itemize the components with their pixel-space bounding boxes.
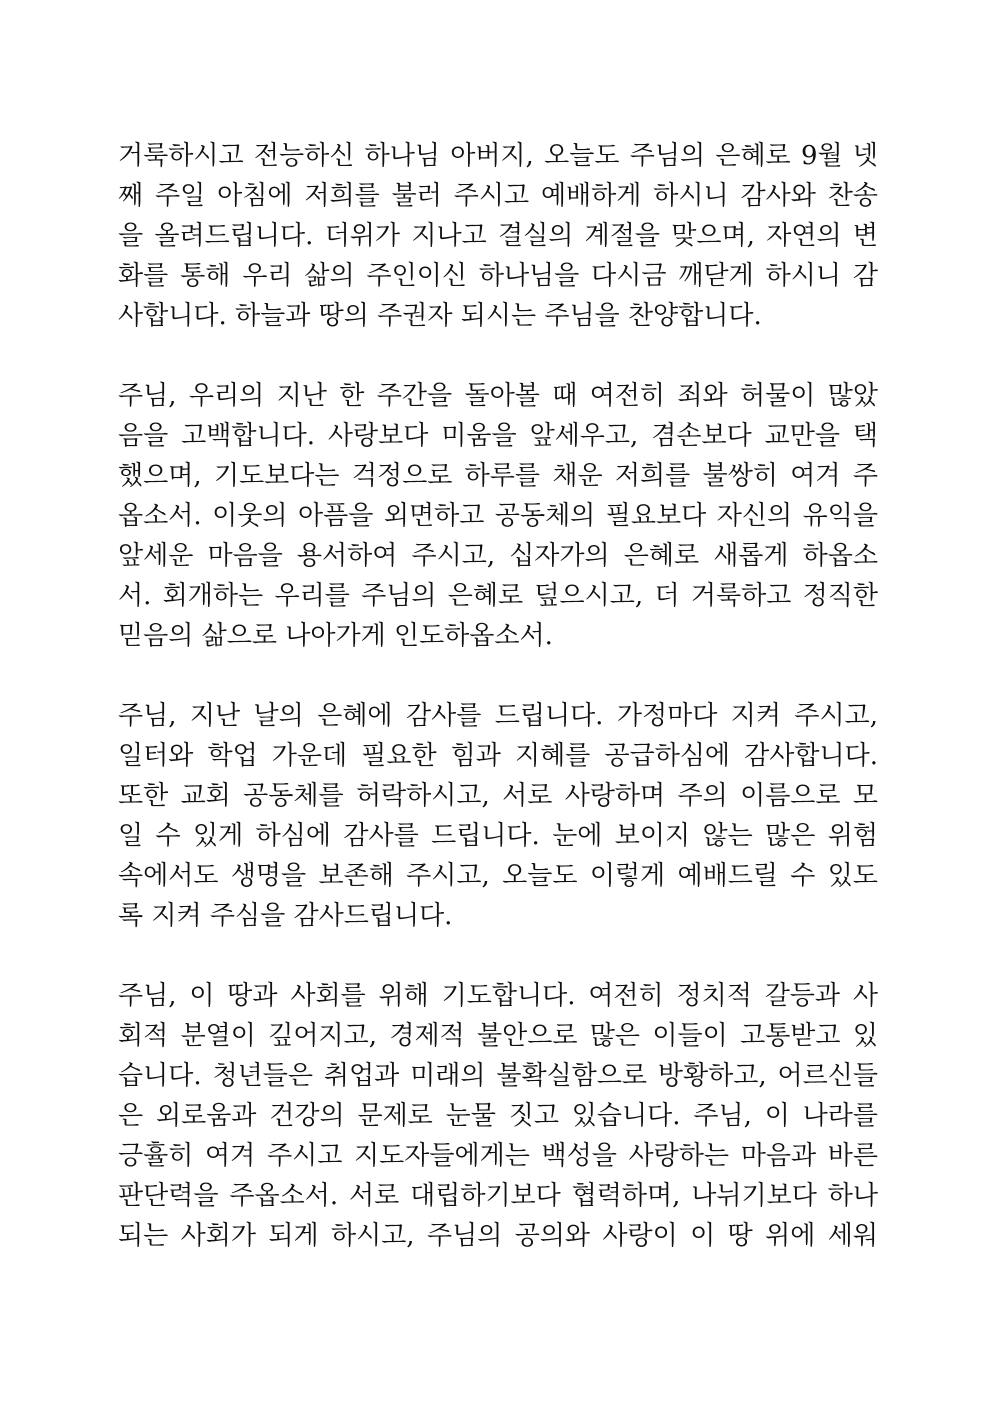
paragraph-praise — [118, 136, 878, 336]
paragraph-confession — [118, 376, 878, 656]
text-line: 또한 교회 공동체를 허락하시고, 서로 사랑하며 주의 이름으로 모 — [118, 781, 878, 811]
text-line: 주님, 지난 날의 은혜에 감사를 드립니다. 가정마다 지켜 주시고, — [118, 701, 878, 731]
text-line: 은 외로움과 건강의 문제로 눈물 짓고 있습니다. 주님, 이 나라를 — [118, 1101, 878, 1131]
text-line: 했으며, 기도보다는 걱정으로 하루를 채운 저희를 불쌍히 여겨 주 — [118, 461, 878, 491]
text-line: 앞세운 마음을 용서하여 주시고, 십자가의 은혜로 새롭게 하옵소 — [118, 541, 878, 571]
text-line: 일터와 학업 가운데 필요한 힘과 지혜를 공급하심에 감사합니다. — [118, 741, 878, 771]
text-line: 을 올려드립니다. 더위가 지나고 결실의 계절을 맞으며, 자연의 변 — [118, 221, 878, 251]
paragraph-thanksgiving — [118, 696, 878, 936]
text-line: 긍휼히 여겨 주시고 지도자들에게는 백성을 사랑하는 마음과 바른 — [118, 1141, 878, 1171]
prayer-text — [118, 136, 878, 1296]
text-line: 주님, 우리의 지난 한 주간을 돌아볼 때 여전히 죄와 허물이 많았 — [118, 381, 878, 411]
text-line: 주님, 이 땅과 사회를 위해 기도합니다. 여전히 정치적 갈등과 사 — [118, 981, 878, 1011]
text-line: 거룩하시고 전능하신 하나님 아버지, 오늘도 주님의 은혜로 9월 넷 — [118, 141, 878, 171]
text-line: 일 수 있게 하심에 감사를 드립니다. 눈에 보이지 않는 많은 위험 — [118, 821, 878, 851]
text-line: 회적 분열이 깊어지고, 경제적 불안으로 많은 이들이 고통받고 있 — [118, 1021, 878, 1051]
paragraph-intercession — [118, 976, 878, 1256]
text-line: 믿음의 삶으로 나아가게 인도하옵소서. — [118, 621, 553, 651]
text-line: 습니다. 청년들은 취업과 미래의 불확실함으로 방황하고, 어르신들 — [118, 1061, 878, 1091]
text-line: 음을 고백합니다. 사랑보다 미움을 앞세우고, 겸손보다 교만을 택 — [118, 421, 878, 451]
text-line: 째 주일 아침에 저희를 불러 주시고 예배하게 하시니 감사와 찬송 — [118, 181, 878, 211]
text-line: 옵소서. 이웃의 아픔을 외면하고 공동체의 필요보다 자신의 유익을 — [118, 501, 878, 531]
text-line: 사합니다. 하늘과 땅의 주권자 되시는 주님을 찬양합니다. — [118, 301, 762, 331]
text-line: 판단력을 주옵소서. 서로 대립하기보다 협력하며, 나뉘기보다 하나 — [118, 1181, 878, 1211]
text-line: 속에서도 생명을 보존해 주시고, 오늘도 이렇게 예배드릴 수 있도 — [118, 861, 878, 891]
text-line: 화를 통해 우리 삶의 주인이신 하나님을 다시금 깨닫게 하시니 감 — [118, 261, 878, 291]
text-line: 록 지켜 주심을 감사드립니다. — [118, 901, 453, 931]
text-line: 되는 사회가 되게 하시고, 주님의 공의와 사랑이 이 땅 위에 세워 — [118, 1221, 878, 1251]
text-line: 서. 회개하는 우리를 주님의 은혜로 덮으시고, 더 거룩하고 정직한 — [118, 581, 878, 611]
